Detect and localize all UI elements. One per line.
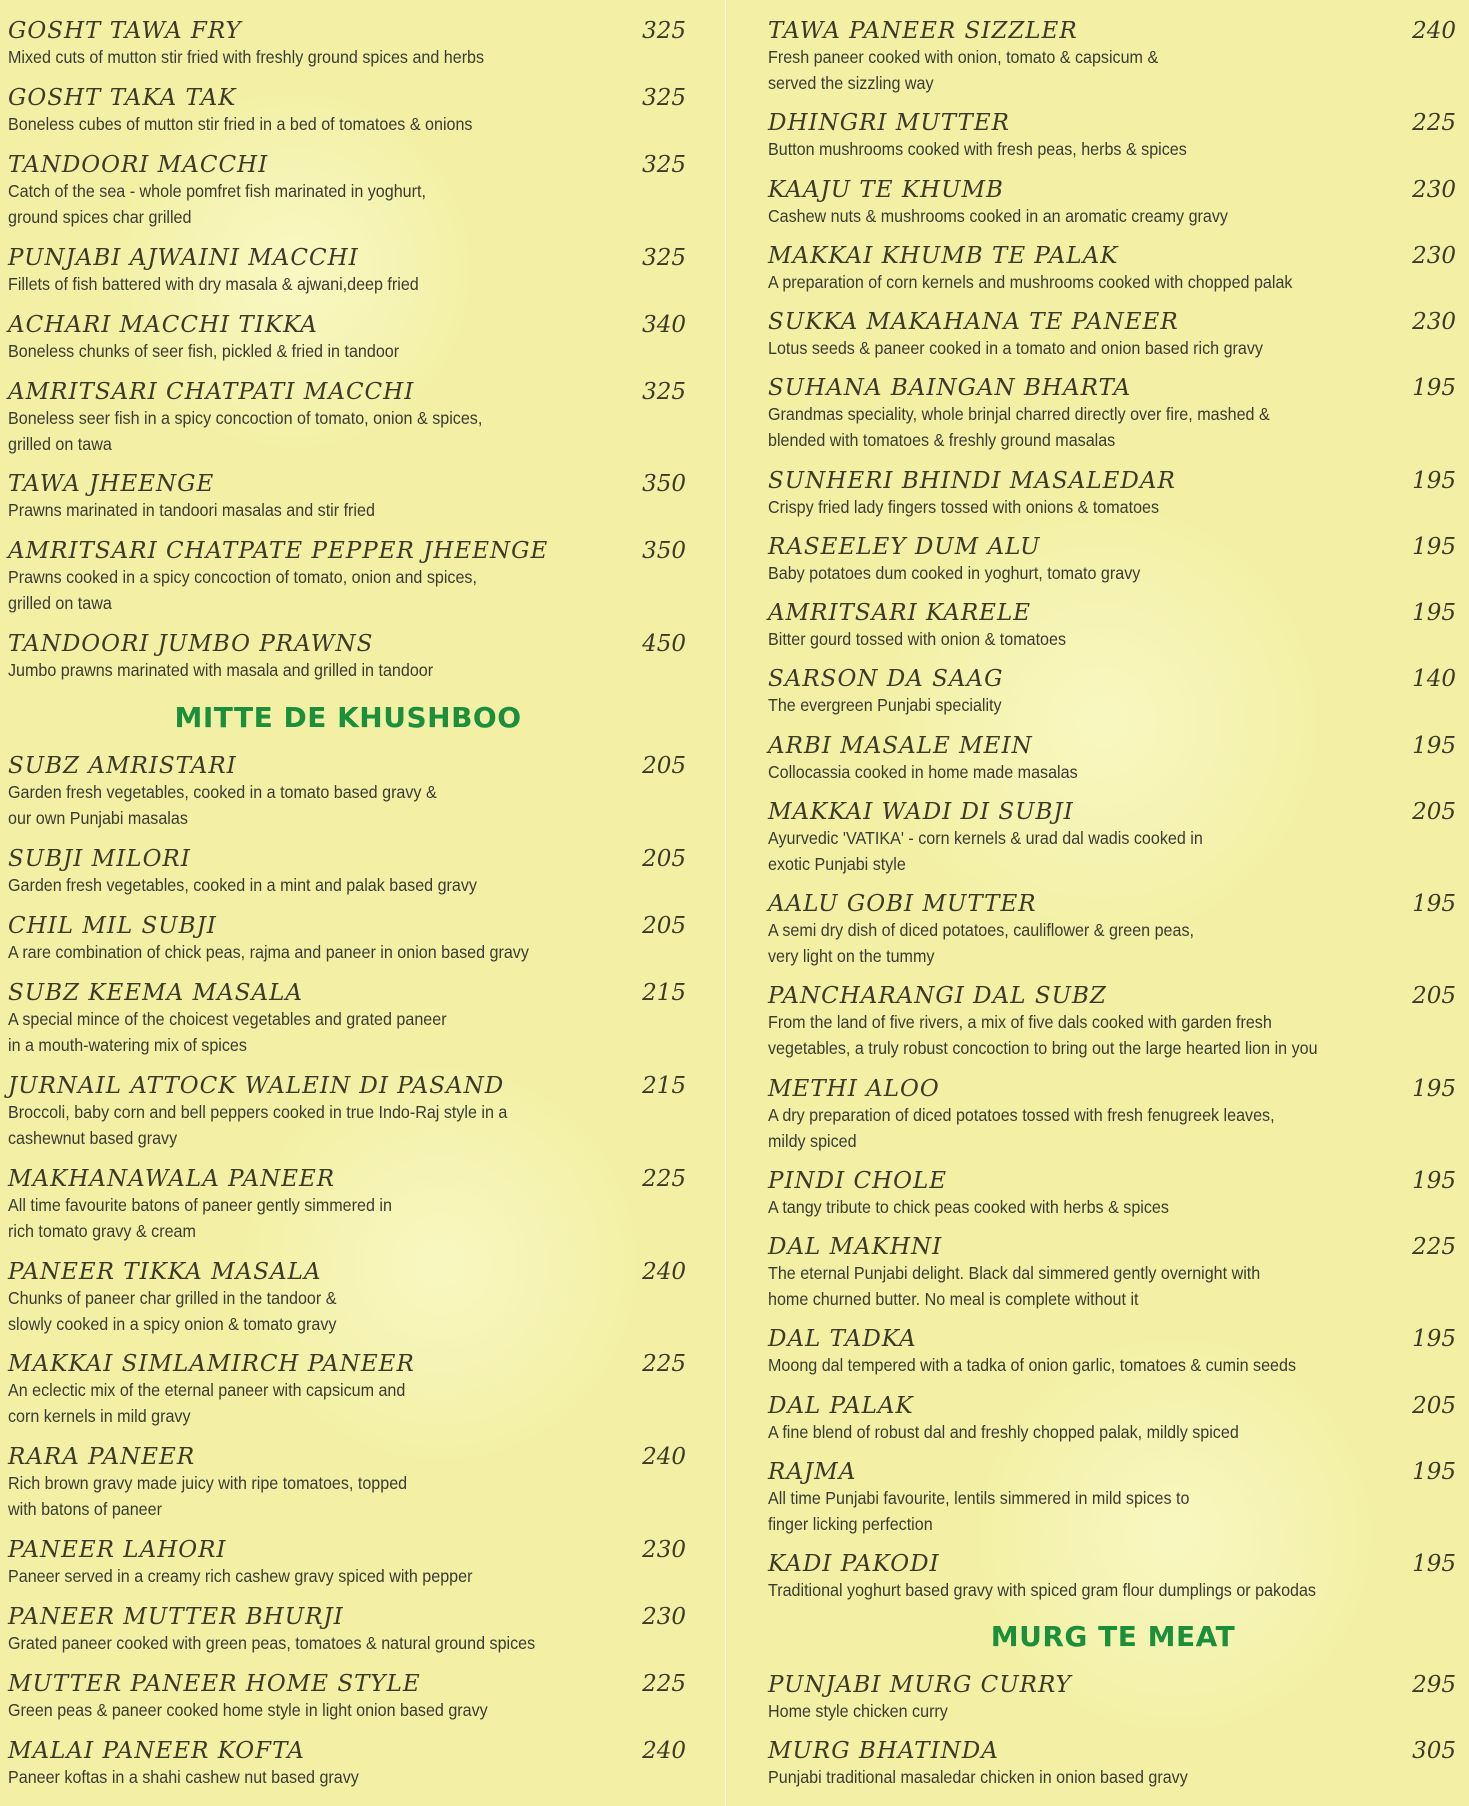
menu-item-subz-keema-masala	[8, 980, 688, 1058]
dish-price: 225	[1412, 110, 1456, 137]
menu-item-header	[768, 18, 1458, 44]
dish-price: 195	[1412, 533, 1456, 560]
dish-description: Baby potatoes dum cooked in yoghurt, tomato gravy	[768, 562, 1141, 583]
dish-price: 215	[642, 979, 686, 1006]
dish-price: 240	[642, 1258, 686, 1285]
menu-item-makhanawala-paneer	[8, 1166, 688, 1244]
dish-description: Grated paneer cooked with green peas, tomatoes & natural ground spices	[8, 1633, 536, 1654]
menu-item-header	[768, 1393, 1458, 1419]
menu-item-header	[768, 891, 1458, 917]
dish-price: 230	[642, 1537, 686, 1564]
dish-description: Button mushrooms cooked with fresh peas, herbs & spices	[768, 139, 1187, 160]
dish-description: A special mince of the choicest vegetables and grated paneer in a mouth-watering mix of spices	[8, 1008, 447, 1055]
menu-item-sukka-makahana-te-paneer	[768, 309, 1458, 361]
dish-name: AMRITSARI KARELE	[768, 600, 1032, 626]
dish-price: 350	[642, 471, 686, 498]
dish-description: Boneless chunks of seer fish, pickled & fried in tandoor	[8, 340, 400, 361]
menu-item-tandoori-jumbo-prawns	[8, 631, 688, 683]
dish-name: GOSHT TAWA FRY	[8, 18, 242, 44]
dish-name: DHINGRI MUTTER	[768, 110, 1010, 137]
dish-description: Mixed cuts of mutton stir fried with freshly ground spices and herbs	[8, 47, 485, 67]
menu-item-rara-paneer	[8, 1444, 688, 1522]
dish-description: A dry preparation of diced potatoes tossed with fresh fenugreek leaves, mildy spiced	[768, 1104, 1275, 1151]
dish-price: 205	[1412, 1392, 1456, 1419]
dish-description: From the land of five rivers, a mix of five dals cooked with garden fresh vegetables, a truly robust concoction to bring out the large hearted lion in you	[768, 1012, 1318, 1059]
menu-item-header	[8, 85, 688, 111]
menu-item-header	[768, 309, 1458, 335]
dish-description: A semi dry dish of diced potatoes, cauliflower & green peas, very light on the tummy	[768, 920, 1195, 966]
dish-description: All time Punjabi favourite, lentils simmered in mild spices to finger licking perfection	[768, 1487, 1190, 1534]
dish-name: PUNJABI AJWAINI MACCHI	[8, 244, 359, 271]
dish-name: TAWA PANEER SIZZLER	[768, 18, 1078, 44]
dish-name: ACHARI MACCHI TIKKA	[8, 311, 318, 338]
dish-name: PANCHARANGI DAL SUBZ	[768, 983, 1107, 1010]
dish-price: 325	[642, 151, 686, 178]
menu-item-header	[8, 245, 688, 271]
menu-item-header	[768, 600, 1458, 626]
menu-item-amritsari-karele	[768, 600, 1458, 652]
dish-name: SUBZ KEEMA MASALA	[8, 979, 303, 1006]
menu-item-punjabi-ajwaini-macchi	[8, 245, 688, 297]
menu-item-makkai-khumb-te-palak	[768, 243, 1458, 295]
dish-name: AMRITSARI CHATPATE PEPPER JHEENGE	[8, 538, 549, 565]
menu-item-header	[768, 110, 1458, 136]
menu-item-methi-aloo	[768, 1076, 1458, 1154]
dish-description: A tangy tribute to chick peas cooked with herbs & spices	[768, 1196, 1169, 1217]
dish-name: PINDI CHOLE	[768, 1167, 948, 1194]
dish-price: 195	[1412, 1326, 1456, 1353]
dish-price: 205	[642, 845, 686, 872]
menu-item-header	[8, 1259, 688, 1285]
dish-description: Grandmas speciality, whole brinjal charred directly over fire, mashed & blended with tomatoes & freshly ground masalas	[768, 404, 1270, 451]
menu-item-paneer-tikka-masala	[8, 1259, 688, 1337]
dish-description: Green peas & paneer cooked home style in light onion based gravy	[8, 1700, 488, 1721]
section-title-murg-te-meat: MURG TE MEAT	[990, 1620, 1236, 1654]
menu-item-header	[768, 177, 1458, 203]
menu-item-gosht-tawa-fry	[8, 18, 688, 70]
menu-item-header	[8, 18, 688, 44]
dish-description: Prawns marinated in tandoori masalas and stir fried	[8, 500, 375, 521]
dish-price: 195	[1412, 467, 1456, 494]
menu-item-header	[8, 1604, 688, 1630]
menu-item-header	[768, 666, 1458, 692]
dish-price: 195	[1412, 600, 1456, 626]
dish-name: MAKHANAWALA PANEER	[8, 1165, 336, 1192]
dish-price: 195	[1412, 891, 1456, 917]
dish-description: Garden fresh vegetables, cooked in a mint and palak based gravy	[8, 874, 477, 895]
menu-item-tawa-paneer-sizzler	[768, 18, 1458, 96]
menu-item-header	[8, 1537, 688, 1563]
dish-description: Home style chicken curry	[768, 1700, 948, 1721]
dish-price: 195	[1412, 1167, 1456, 1194]
dish-description: Lotus seeds & paneer cooked in a tomato and onion based rich gravy	[768, 338, 1263, 358]
menu-item-subz-amristari	[8, 753, 688, 831]
menu-item-header	[8, 913, 688, 939]
menu-item-header	[768, 1234, 1458, 1260]
dish-description: Boneless cubes of mutton stir fried in a bed of tomatoes & onions	[8, 113, 473, 134]
menu-item-kadi-pakodi	[768, 1551, 1458, 1603]
menu-item-murg-bhatinda	[768, 1738, 1458, 1790]
menu-item-header	[768, 243, 1458, 269]
dish-description: Jumbo prawns marinated with masala and grilled in tandoor	[8, 660, 434, 681]
dish-description: Punjabi traditional masaledar chicken in onion based gravy	[768, 1766, 1188, 1787]
menu-item-header	[768, 983, 1458, 1009]
dish-name: RARA PANEER	[8, 1444, 196, 1471]
dish-price: 295	[1412, 1671, 1456, 1698]
dish-name: PUNJABI MURG CURRY	[768, 1671, 1072, 1698]
dish-name: PANEER LAHORI	[8, 1537, 227, 1564]
dish-description: Ayurvedic 'VATIKA' - corn kernels & urad dal wadis cooked in exotic Punjabi style	[768, 827, 1203, 874]
dish-name: DAL PALAK	[768, 1392, 914, 1419]
dish-price: 225	[642, 1165, 686, 1192]
menu-item-tawa-jheenge	[8, 471, 688, 523]
menu-item-rajma	[768, 1459, 1458, 1537]
section-title-mitte-de-khushboo: MITTE DE KHUSHBOO	[174, 701, 522, 735]
dish-description: A preparation of corn kernels and mushrooms cooked with chopped palak	[768, 271, 1293, 292]
menu-item-gosht-taka-tak	[8, 85, 688, 137]
menu-item-header	[768, 799, 1458, 825]
menu-item-header	[8, 753, 688, 779]
dish-description: Fillets of fish battered with dry masala & ajwani,deep fried	[8, 273, 419, 294]
menu-item-raseeley-dum-alu	[768, 534, 1458, 586]
dish-description: Prawns cooked in a spicy concoction of tomato, onion and spices, grilled on tawa	[8, 567, 477, 614]
dish-price: 230	[1412, 309, 1456, 335]
dish-price: 325	[642, 378, 686, 405]
menu-item-pindi-chole	[768, 1168, 1458, 1220]
menu-item-tandoori-macchi	[8, 152, 688, 230]
dish-price: 325	[642, 18, 686, 44]
menu-item-header	[768, 1459, 1458, 1485]
dish-description: Moong dal tempered with a tadka of onion garlic, tomatoes & cumin seeds	[768, 1355, 1297, 1376]
dish-description: A rare combination of chick peas, rajma and paneer in onion based gravy	[8, 941, 529, 962]
dish-price: 305	[1412, 1737, 1456, 1764]
menu-item-amritsari-chatpate-pepper-jheenge	[8, 538, 688, 616]
menu-item-dhingri-mutter	[768, 110, 1458, 162]
menu-item-paneer-mutter-bhurji	[8, 1604, 688, 1656]
dish-description: Chunks of paneer char grilled in the tandoor & slowly cooked in a spicy onion & tomato gravy	[8, 1287, 337, 1334]
dish-price: 195	[1412, 375, 1456, 402]
dish-name: MAKKAI WADI DI SUBJI	[768, 798, 1074, 825]
dish-description: Boneless seer fish in a spicy concoction of tomato, onion & spices, grilled on tawa	[8, 407, 483, 454]
dish-description: Collocassia cooked in home made masalas	[768, 761, 1078, 782]
menu-item-header	[768, 1738, 1458, 1764]
dish-description: A fine blend of robust dal and freshly chopped palak, mildly spiced	[768, 1421, 1239, 1442]
dish-name: MUTTER PANEER HOME STYLE	[8, 1671, 421, 1698]
dish-name: AMRITSARI CHATPATI MACCHI	[8, 378, 415, 405]
dish-description: Garden fresh vegetables, cooked in a tomato based gravy & our own Punjabi masalas	[8, 782, 437, 829]
dish-price: 230	[642, 1604, 686, 1631]
menu-item-makkai-simlamirch-paneer	[8, 1351, 688, 1429]
menu-item-header	[768, 1326, 1458, 1352]
dish-price: 230	[1412, 242, 1456, 269]
dish-name: TANDOORI MACCHI	[8, 151, 269, 178]
dish-name: GOSHT TAKA TAK	[8, 84, 237, 111]
menu-item-dal-makhni	[768, 1234, 1458, 1312]
dish-name: SUNHERI BHINDI MASALEDAR	[768, 467, 1176, 494]
column-divider	[725, 0, 727, 1806]
menu-item-header	[8, 846, 688, 872]
dish-price: 325	[642, 84, 686, 111]
dish-description: Broccoli, baby corn and bell peppers cooked in true Indo-Raj style in a cashewnut based gravy	[8, 1101, 508, 1148]
menu-item-subji-milori	[8, 846, 688, 898]
dish-name: SUHANA BAINGAN BHARTA	[768, 375, 1132, 402]
menu-item-header	[8, 1073, 688, 1099]
dish-name: MAKKAI KHUMB TE PALAK	[768, 242, 1119, 269]
dish-description: An eclectic mix of the eternal paneer with capsicum and corn kernels in mild gravy	[8, 1380, 406, 1427]
dish-name: DAL MAKHNI	[768, 1234, 943, 1260]
menu-item-malai-paneer-kofta	[8, 1738, 688, 1790]
dish-price: 225	[642, 1671, 686, 1698]
menu-item-header	[8, 1444, 688, 1470]
menu-item-suhana-baingan-bharta	[768, 375, 1458, 453]
dish-name: SUBZ AMRISTARI	[8, 753, 237, 780]
menu-item-header	[8, 1738, 688, 1764]
menu-item-punjabi-murg-curry	[768, 1672, 1458, 1724]
dish-name: RAJMA	[768, 1458, 857, 1485]
dish-price: 240	[642, 1737, 686, 1764]
dish-price: 240	[1412, 18, 1456, 44]
menu-item-header	[8, 1671, 688, 1697]
dish-price: 195	[1412, 1551, 1456, 1577]
dish-price: 215	[642, 1072, 686, 1099]
dish-price: 240	[642, 1444, 686, 1471]
menu-column-right	[768, 0, 1458, 1790]
dish-name: RASEELEY DUM ALU	[768, 533, 1041, 560]
dish-name: SUBJI MILORI	[8, 845, 191, 872]
menu-item-header	[8, 1351, 688, 1377]
menu-item-dal-tadka	[768, 1326, 1458, 1378]
dish-name: METHI ALOO	[768, 1075, 940, 1102]
dish-price: 205	[642, 912, 686, 939]
dish-name: SUKKA MAKAHANA TE PANEER	[768, 309, 1179, 335]
dish-name: SARSON DA SAAG	[768, 666, 1004, 693]
dish-name: KAAJU TE KHUMB	[768, 176, 1004, 203]
dish-price: 225	[642, 1351, 686, 1378]
menu-item-kaaju-te-khumb	[768, 177, 1458, 229]
dish-name: JURNAIL ATTOCK WALEIN DI PASAND	[8, 1072, 505, 1099]
dish-description: Paneer koftas in a shahi cashew nut based gravy	[8, 1766, 359, 1787]
menu-item-header	[768, 733, 1458, 759]
dish-description: All time favourite batons of paneer gently simmered in rich tomato gravy & cream	[8, 1194, 392, 1241]
menu-item-makkai-wadi-di-subji	[768, 799, 1458, 877]
dish-price: 350	[642, 538, 686, 565]
menu-item-header	[768, 468, 1458, 494]
dish-name: MALAI PANEER KOFTA	[8, 1737, 305, 1764]
dish-price: 450	[642, 631, 686, 658]
menu-item-header	[8, 379, 688, 405]
dish-description: Fresh paneer cooked with onion, tomato & capsicum & served the sizzling way	[768, 47, 1159, 93]
menu-item-aalu-gobi-mutter	[768, 891, 1458, 969]
dish-price: 205	[1412, 983, 1456, 1010]
menu-item-achari-macchi-tikka	[8, 312, 688, 364]
menu-item-header	[768, 1168, 1458, 1194]
menu-item-chil-mil-subji	[8, 913, 688, 965]
dish-price: 325	[642, 244, 686, 271]
dish-name: DAL TADKA	[768, 1326, 917, 1353]
menu-item-header	[8, 312, 688, 338]
menu-item-mutter-paneer-home-style	[8, 1671, 688, 1723]
dish-price: 140	[1412, 666, 1456, 693]
dish-name: TAWA JHEENGE	[8, 471, 215, 498]
dish-description: The eternal Punjabi delight. Black dal simmered gently overnight with home churned butter. No meal is complete without it	[768, 1263, 1261, 1309]
dish-price: 225	[1412, 1234, 1456, 1260]
dish-name: TANDOORI JUMBO PRAWNS	[8, 631, 374, 658]
menu-item-jurnail-attock-walein-di-pasand	[8, 1073, 688, 1151]
menu-item-arbi-masale-mein	[768, 733, 1458, 785]
menu-item-sarson-da-saag	[768, 666, 1458, 718]
dish-price: 195	[1412, 1075, 1456, 1102]
menu-item-header	[768, 1076, 1458, 1102]
menu-item-header	[768, 534, 1458, 560]
dish-price: 205	[1412, 798, 1456, 825]
dish-name: CHIL MIL SUBJI	[8, 912, 217, 939]
dish-description: The evergreen Punjabi speciality	[768, 695, 1002, 716]
dish-name: KADI PAKODI	[768, 1551, 940, 1577]
menu-item-header	[8, 471, 688, 497]
dish-price: 340	[642, 311, 686, 338]
menu-item-pancharangi-dal-subz	[768, 983, 1458, 1061]
menu-item-header	[8, 980, 688, 1006]
menu-item-header	[8, 152, 688, 178]
menu-item-header	[8, 1166, 688, 1192]
dish-price: 205	[642, 753, 686, 780]
dish-description: Paneer served in a creamy rich cashew gravy spiced with pepper	[8, 1566, 473, 1587]
menu-item-header	[8, 538, 688, 564]
dish-name: PANEER TIKKA MASALA	[8, 1258, 322, 1285]
dish-name: AALU GOBI MUTTER	[768, 891, 1037, 917]
dish-name: MAKKAI SIMLAMIRCH PANEER	[8, 1351, 415, 1378]
menu-item-dal-palak	[768, 1393, 1458, 1445]
dish-description: Catch of the sea - whole pomfret fish marinated in yoghurt, ground spices char grilled	[8, 180, 426, 227]
dish-description: Traditional yoghurt based gravy with spiced gram flour dumplings or pakodas	[768, 1580, 1316, 1600]
dish-price: 230	[1412, 176, 1456, 203]
menu-item-header	[768, 1551, 1458, 1577]
dish-name: ARBI MASALE MEIN	[768, 732, 1033, 759]
dish-name: MURG BHATINDA	[768, 1737, 999, 1764]
dish-description: Bitter gourd tossed with onion & tomatoes	[768, 629, 1067, 649]
dish-price: 195	[1412, 1458, 1456, 1485]
menu-item-paneer-lahori	[8, 1537, 688, 1589]
dish-description: Cashew nuts & mushrooms cooked in an aromatic creamy gravy	[768, 205, 1228, 226]
menu-item-header	[8, 631, 688, 657]
dish-description: Crispy fried lady fingers tossed with onions & tomatoes	[768, 496, 1160, 517]
menu-item-amritsari-chatpati-macchi	[8, 379, 688, 457]
dish-name: PANEER MUTTER BHURJI	[8, 1604, 344, 1631]
menu-item-header	[768, 1672, 1458, 1698]
dish-description: Rich brown gravy made juicy with ripe tomatoes, topped with batons of paneer	[8, 1473, 408, 1520]
menu-item-sunheri-bhindi-masaledar	[768, 468, 1458, 520]
dish-price: 195	[1412, 732, 1456, 759]
menu-item-header	[768, 375, 1458, 401]
menu-column-left	[8, 0, 688, 1790]
